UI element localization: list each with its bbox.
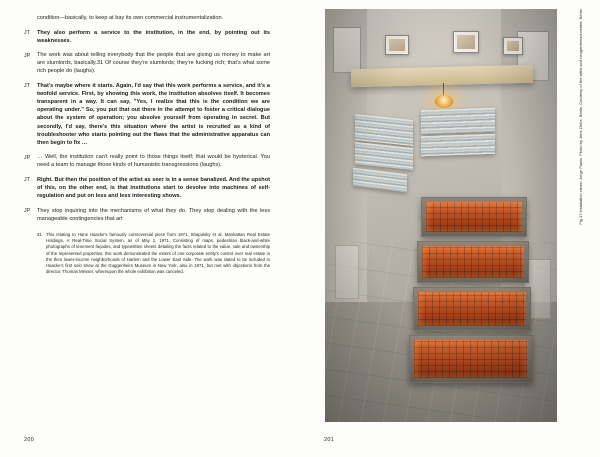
paragraph [24,153,270,169]
paragraph-text: … Well, the institution can't really point to those things itself; that would be hysterical. You need a team to manage those kinds of humanistic transgressions (laughs). [37,154,270,169]
photo-light-crate [421,197,527,237]
paragraph-text: Right. But then the position of the artist as seer is in a sense banalized. And the upshot of this, on the other end, is that institutions start to devolve into machines of self-regulation and put on less and less interesting shows. [37,177,270,200]
footnote-text: This relating to Hans Haacke's famously controversial piece from 1971, Shapolsky et al. Manhattan Real Estate Holdings, A Real-Time Social System, as of May 1, 1971. Consisting of maps, pedestrian black-and-white photographs of tenement façades, and typewritten sheets detailing the facts related to the value, sale and ownership of the represented properties, this work demonstrated the extent of one corporate entity's control over real estate in the then lower-income neighborhoods of Harlem and the Lower East Side. The work was slated to be included in Haacke's first solo show at the Guggenheim Museum in New York, also in 1971, but met with objections from the director, Thomas Messer, whereupon the whole exhibition was canceled. [46,231,270,275]
photo-window [335,245,359,299]
paragraph [24,82,270,147]
photo-light-crate [413,287,531,331]
speaker-label: JP [24,208,31,215]
speaker-label: JT [24,177,31,184]
paragraph-text: They stop inquiring into the mechanisms of what they do. They stop dealing with the less manageable contingencies that art [37,207,270,222]
speaker-label: JT [24,83,31,90]
figure-caption-text: Fig.17 Installation views: Jorge Pardo. Photo by Jens Ziehe, Berlin. Courtesy of the artist and neugerriemschneider, Berlin [578,9,583,225]
photo-light-crate [409,335,533,383]
body-text-column [24,14,270,275]
speaker-label: JP [24,52,31,59]
paragraph [24,14,270,22]
photo-framed-artwork [385,35,409,55]
photo-framed-artwork [453,31,479,53]
installation-photograph [325,9,557,422]
speaker-label: JP [24,154,31,161]
paragraph-text: The work was about telling everybody that the people that are giving us money to make art are slumlords, basically.31 Of course they're slumlords; they're fucking rich; that's what some rich people do (laughs). [37,52,270,75]
footnote [37,232,270,275]
paragraph [24,51,270,75]
paragraph-text: They also perform a service to the institution, in the end, by pointing out its weaknesses. [37,29,270,44]
page-number-right: 201 [324,437,335,443]
photo-framed-artwork [503,37,523,55]
paragraph-text: That's maybe where it starts. Again, I'd say that this work performs a service, and it's a twofold service. First, by showing this work, the institution absolves itself. It becomes transparent in a way. It can say, "Yes, I realize that this is the condition we are operating under." So, you put that out there in the attempt to foster a critical dialogue about the system of operation; you absolve yourself from operating in secret. But secondly, I'd say, there's this situation where the artist is recruited as a kind of troubleshooter who starts pointing out the flaws that the administrative apparatus can then begin to fix … [37,83,270,146]
photo-light-crate [417,241,529,283]
photo-window [333,27,361,73]
photo-lamp-bulb [435,95,453,108]
paragraph [24,29,270,45]
photo-paper-stack [421,134,495,157]
right-page [300,0,600,457]
page-number-left: 200 [24,437,35,443]
paragraph-text: condition—basically, to keep at bay its own commercial instrumentalization. [37,15,224,21]
paragraph [24,207,270,223]
figure-caption [579,9,589,422]
paragraph [24,176,270,200]
speaker-label: JT [24,29,31,36]
footnote-number: 31 [37,231,42,237]
photo-paper-stack [421,108,495,135]
